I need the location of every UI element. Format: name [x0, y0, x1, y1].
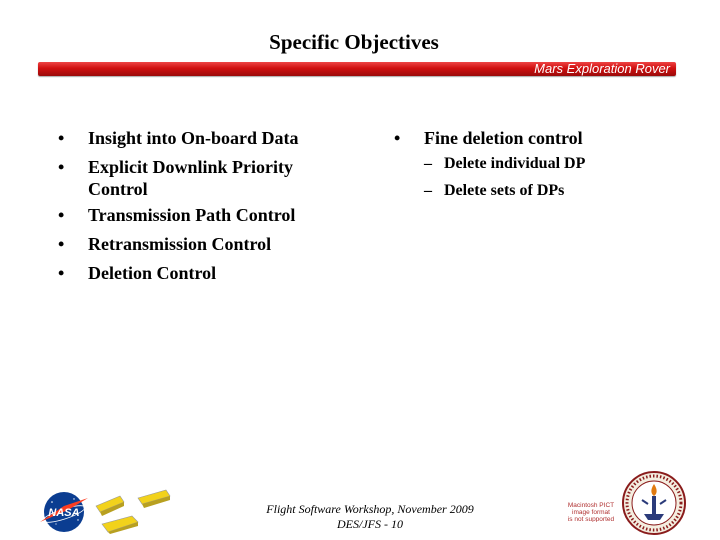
sub-bullet-text: Delete individual DP [444, 155, 586, 172]
footer-event: Flight Software Workshop, November 2009 [266, 502, 474, 516]
placeholder-line: Macintosh PICT [567, 502, 615, 509]
bullet-item [56, 230, 356, 259]
sub-bullet-item [424, 177, 692, 204]
sub-bullet-text: Delete sets of DPs [444, 182, 565, 199]
slide-footer [240, 502, 500, 532]
sub-bullet-marker: – [424, 155, 432, 172]
bullet-item [56, 259, 356, 288]
bullet-marker: • [58, 128, 65, 148]
bullet-text: Insight into On-board Data [88, 128, 299, 148]
bullet-text-continuation: Control [88, 179, 148, 199]
unsupported-image-placeholder [556, 500, 626, 522]
sub-bullet-item [424, 150, 692, 177]
placeholder-line: is not supported [567, 516, 615, 522]
nasa-logo [38, 490, 90, 534]
left-bullet-list [56, 124, 356, 288]
bullet-text: Deletion Control [88, 263, 217, 283]
bullet-text: Explicit Downlink Priority [88, 157, 294, 177]
footer-page-id: DES/JFS - 10 [337, 517, 403, 531]
bullet-text: Transmission Path Control [88, 205, 296, 225]
bullet-text: Retransmission Control [88, 234, 272, 254]
bullet-marker: • [58, 234, 65, 254]
right-bullet-list [392, 124, 692, 204]
sub-bullet-list [392, 150, 692, 204]
bullet-item [56, 124, 356, 153]
bullet-item [56, 153, 356, 201]
university-seal-logo [620, 470, 688, 536]
banner-text: Mars Exploration Rover [534, 61, 670, 76]
nasa-logo-text: NASA [48, 507, 80, 519]
bullet-item [56, 201, 356, 230]
bullet-marker: • [394, 128, 401, 148]
yellow-chevron-logo [94, 488, 174, 534]
placeholder-line: image format [572, 509, 610, 516]
slide-title: Specific Objectives [269, 30, 439, 54]
bullet-marker: • [58, 205, 65, 225]
bullet-marker: • [58, 157, 65, 177]
header-banner [38, 62, 676, 76]
bullet-text: Fine deletion control [424, 128, 583, 148]
bullet-marker: • [58, 263, 65, 283]
sub-bullet-marker: – [424, 182, 432, 199]
bullet-item [392, 124, 692, 153]
